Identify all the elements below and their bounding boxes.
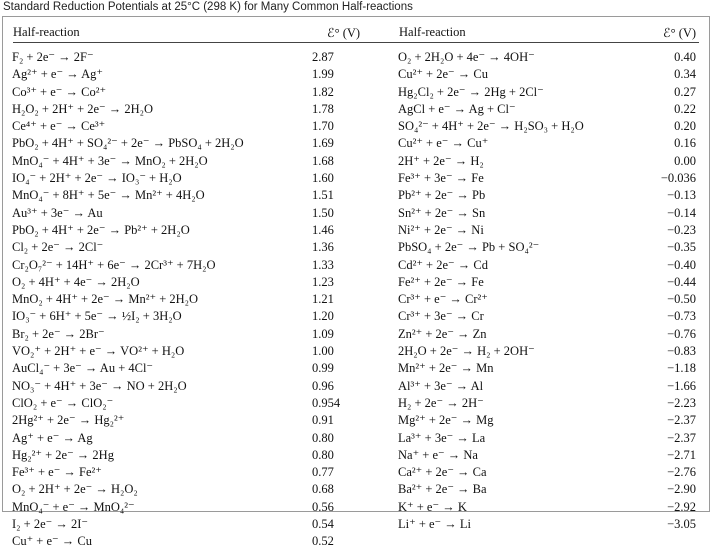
half-reaction: Cu²⁺ + 2e⁻ → Cu [398,67,488,82]
potential-value: 1.36 [312,240,334,255]
half-reaction: Ce⁴⁺ + e⁻ → Ce³⁺ [12,119,106,134]
potential-value: 1.51 [312,188,334,203]
potential-value: 2.87 [312,50,334,64]
potential-value: 0.96 [312,378,334,393]
table-row [12,101,362,118]
table-row [398,257,696,274]
table-row [398,447,696,464]
potential-value: −0.50 [667,292,696,307]
table-row [398,239,696,256]
potential-value: 1.70 [312,119,334,134]
table-row [12,222,362,239]
table-row [12,343,362,360]
half-reaction: Cl₂ + 2e⁻ → 2Cl⁻ [12,240,104,255]
potential-value: −0.14 [667,205,696,220]
half-reaction: Ag²⁺ + e⁻ → Ag⁺ [12,67,104,82]
half-reaction: Mg²⁺ + 2e⁻ → Mg [398,413,494,428]
table-row [398,118,696,135]
half-reaction: VO₂⁺ + 2H⁺ + e⁻ → VO²⁺ + H₂O [12,344,185,359]
table-row [398,205,696,222]
potential-value: 0.954 [312,395,341,410]
potential-value: 1.69 [312,136,334,151]
half-reaction: Cd²⁺ + 2e⁻ → Cd [398,257,488,272]
potential-value: 1.23 [312,274,334,289]
potential-value: −2.23 [667,395,696,410]
table-row [12,499,362,516]
table-row [398,135,696,152]
table-row [12,430,362,447]
potential-value: 1.68 [312,153,334,168]
table-row [398,343,696,360]
table-row [12,239,362,256]
potential-value: 0.16 [674,136,696,151]
half-reaction: IO₄⁻ + 2H⁺ + 2e⁻ → IO₃⁻ + H₂O [12,171,182,186]
potential-value: −1.66 [667,378,696,393]
table-row [398,326,696,343]
potential-value: 1.20 [312,309,334,324]
table-row [398,464,696,481]
table-row [398,308,696,325]
potential-value: −2.76 [667,465,696,480]
half-reaction: Br₂ + 2e⁻ → 2Br⁻ [12,326,105,341]
half-reaction: SO₄²⁻ + 4H⁺ + 2e⁻ → H₂SO₃ + H₂O [398,119,584,134]
half-reaction: 2Hg²⁺ + 2e⁻ → Hg₂²⁺ [12,413,125,428]
half-reaction: Zn²⁺ + 2e⁻ → Zn [398,326,487,341]
table-row [12,135,362,152]
potential-value: 1.78 [312,101,334,116]
table-row [12,205,362,222]
potential-value: −2.37 [667,413,696,428]
half-reaction: 2H⁺ + 2e⁻ → H₂ [398,153,484,168]
potential-value: −2.90 [667,482,696,497]
table-row [12,395,362,412]
table-row [398,170,696,187]
potential-value: 0.68 [312,482,334,497]
half-reaction: Cu²⁺ + e⁻ → Cu⁺ [398,136,489,151]
half-reaction: Cr₂O₇²⁻ + 14H⁺ + 6e⁻ → 2Cr³⁺ + 7H₂O [12,257,216,272]
potential-value: −0.44 [667,274,696,289]
table-row [12,378,362,395]
table-row [12,118,362,135]
potential-value: 0.80 [312,447,334,462]
half-reaction: IO₃⁻ + 6H⁺ + 5e⁻ → ½I₂ + 3H₂O [12,309,182,324]
table-row [12,447,362,464]
table-row [398,499,696,516]
table-row [12,481,362,498]
potential-value: 0.91 [312,413,334,428]
table-row [12,274,362,291]
half-reaction: Ca²⁺ + 2e⁻ → Ca [398,465,487,480]
table-row [12,291,362,308]
table-row [398,291,696,308]
half-reaction: Co³⁺ + e⁻ → Co²⁺ [12,84,107,99]
half-reaction: PbO₂ + 4H⁺ + SO₄²⁻ + 2e⁻ → PbSO₄ + 2H₂O [12,136,244,151]
potential-value: −1.18 [667,361,696,376]
table-row [398,187,696,204]
half-reaction: Mn²⁺ + 2e⁻ → Mn [398,361,494,376]
table-row [398,516,696,533]
half-reaction: Na⁺ + e⁻ → Na [398,447,478,462]
half-reaction: MnO₄⁻ + 4H⁺ + 3e⁻ → MnO₂ + 2H₂O [12,153,208,168]
potential-value: −2.71 [667,447,696,462]
half-reaction: O₂ + 4H⁺ + 4e⁻ → 2H₂O [12,274,140,289]
table-row [12,360,362,377]
table-row [12,170,362,187]
half-reaction: MnO₂ + 4H⁺ + 2e⁻ → Mn²⁺ + 2H₂O [12,292,199,307]
potential-value: 0.00 [674,153,696,168]
potential-value: 0.56 [312,499,334,514]
potential-value: 1.50 [312,205,334,220]
table-row [12,84,362,101]
table-row [398,395,696,412]
half-reaction: ClO₂ + e⁻ → ClO₂⁻ [12,395,114,410]
table-row [12,49,362,66]
table-caption: Standard Reduction Potentials at 25°C (298 K) for Many Common Half-reactions [3,1,413,13]
half-reaction: Fe³⁺ + e⁻ → Fe²⁺ [12,465,102,480]
potential-value: 0.80 [312,430,334,445]
potential-value: 0.40 [674,50,696,64]
table-row [12,533,362,550]
table-row [398,153,696,170]
potential-value: 1.21 [312,292,334,307]
half-reaction: Ba²⁺ + 2e⁻ → Ba [398,482,487,497]
table-row [12,66,362,83]
half-reaction: Pb²⁺ + 2e⁻ → Pb [398,188,486,203]
potential-value: 0.20 [674,119,696,134]
potential-value: 0.52 [312,534,334,549]
potential-value: −0.76 [667,326,696,341]
table-row [398,101,696,118]
half-reaction: Al³⁺ + 3e⁻ → Al [398,378,484,393]
half-reaction: Ni²⁺ + 2e⁻ → Ni [398,222,484,237]
half-reaction: PbO₂ + 4H⁺ + 2e⁻ → Pb²⁺ + 2H₂O [12,222,190,237]
potential-value: −0.83 [667,344,696,359]
table-row [12,464,362,481]
half-reaction: Cr³⁺ + e⁻ → Cr²⁺ [398,292,488,307]
half-reaction: AgCl + e⁻ → Ag + Cl⁻ [398,101,516,116]
half-reaction: H₂ + 2e⁻ → 2H⁻ [398,395,484,410]
header-rule [13,42,699,43]
half-reaction: MnO₄⁻ + 8H⁺ + 5e⁻ → Mn²⁺ + 4H₂O [12,188,205,203]
potential-value: 1.33 [312,257,334,272]
potential-value: 1.00 [312,344,334,359]
table-row [398,378,696,395]
half-reaction: Sn²⁺ + 2e⁻ → Sn [398,205,486,220]
half-reaction: O₂ + 2H₂O + 4e⁻ → 4OH⁻ [398,50,535,64]
potential-value: −0.40 [667,257,696,272]
right-potential-header: ℰ° (V) [663,26,697,40]
left-column [12,49,362,551]
table-row [12,516,362,533]
half-reaction: Au³⁺ + 3e⁻ → Au [12,205,103,220]
half-reaction: Cr³⁺ + 3e⁻ → Cr [398,309,484,324]
half-reaction: La³⁺ + 3e⁻ → La [398,430,486,445]
potential-value: 0.99 [312,361,334,376]
potential-value: 1.60 [312,171,334,186]
half-reaction: Cu⁺ + e⁻ → Cu [12,534,92,549]
half-reaction: NO₃⁻ + 4H⁺ + 3e⁻ → NO + 2H₂O [12,378,187,393]
half-reaction: O₂ + 2H⁺ + 2e⁻ → H₂O₂ [12,482,138,497]
table-row [12,153,362,170]
potential-value: −0.73 [667,309,696,324]
table-row [398,66,696,83]
half-reaction: H₂O₂ + 2H⁺ + 2e⁻ → 2H₂O [12,101,154,116]
half-reaction: PbSO₄ + 2e⁻ → Pb + SO₄²⁻ [398,240,540,255]
table-row [12,187,362,204]
potential-value: 0.34 [674,67,696,82]
potential-value: 0.54 [312,517,334,532]
potential-value: 1.09 [312,326,334,341]
potential-value: 1.46 [312,222,334,237]
potential-value: −0.23 [667,222,696,237]
potential-value: −2.92 [667,499,696,514]
table-row [398,49,696,66]
potential-value: 0.27 [674,84,696,99]
table-row [12,326,362,343]
half-reaction: Hg₂²⁺ + 2e⁻ → 2Hg [12,447,114,462]
table-row [398,430,696,447]
table-row [398,222,696,239]
left-reaction-header: Half-reaction [13,25,80,39]
half-reaction: K⁺ + e⁻ → K [398,499,467,514]
potential-value: −3.05 [667,517,696,532]
left-potential-header: ℰ° (V) [327,26,361,40]
half-reaction: MnO₄⁻ + e⁻ → MnO₄²⁻ [12,499,135,514]
table-row [398,481,696,498]
table-row [12,257,362,274]
half-reaction: Fe²⁺ + 2e⁻ → Fe [398,274,484,289]
half-reaction: 2H₂O + 2e⁻ → H₂ + 2OH⁻ [398,344,535,359]
table-row [12,412,362,429]
table-row [398,360,696,377]
half-reaction: Fe³⁺ + 3e⁻ → Fe [398,171,484,186]
potential-value: −0.036 [660,171,696,186]
half-reaction: Ag⁺ + e⁻ → Ag [12,430,93,445]
right-reaction-header: Half-reaction [399,25,466,39]
table-row [398,412,696,429]
potential-value: 0.77 [312,465,334,480]
half-reaction: Li⁺ + e⁻ → Li [398,517,472,532]
potential-value: −0.35 [667,240,696,255]
table-row [398,274,696,291]
half-reaction: F₂ + 2e⁻ → 2F⁻ [12,50,94,64]
table-row [398,84,696,101]
half-reaction: Hg₂Cl₂ + 2e⁻ → 2Hg + 2Cl⁻ [398,84,544,99]
potential-value: 1.99 [312,67,334,82]
potential-value: −2.37 [667,430,696,445]
potential-value: −0.13 [667,188,696,203]
potential-value: 1.82 [312,84,334,99]
table-row [12,308,362,325]
half-reaction: I₂ + 2e⁻ → 2I⁻ [12,517,88,532]
right-column [398,49,696,533]
potential-value: 0.22 [674,101,696,116]
half-reaction: AuCl₄⁻ + 3e⁻ → Au + 4Cl⁻ [12,361,154,376]
